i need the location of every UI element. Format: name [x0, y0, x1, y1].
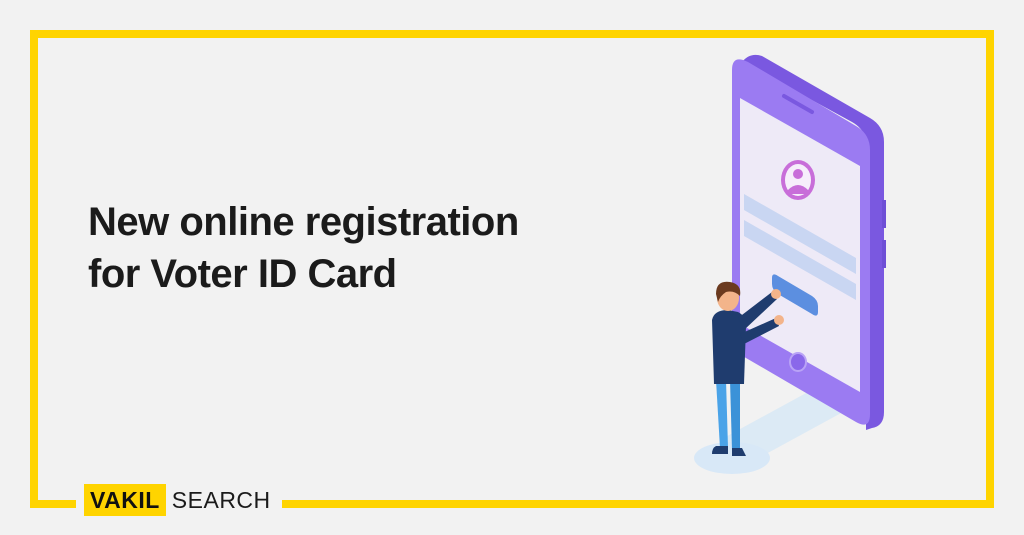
headline-line-2: for Voter ID Card — [88, 252, 397, 296]
logo-vakil: VAKIL — [84, 484, 166, 516]
vakilsearch-logo — [84, 484, 277, 516]
frame-left — [30, 30, 38, 508]
logo-search: SEARCH — [171, 487, 271, 513]
frame-bottom-left — [30, 500, 76, 508]
phone-registration-illustration — [680, 40, 920, 480]
headline-line-1: New online registration — [88, 200, 519, 244]
user-avatar-icon — [781, 160, 815, 200]
frame-bottom-right — [282, 500, 994, 508]
headline — [88, 196, 648, 300]
frame-top — [30, 30, 994, 38]
frame-right — [986, 30, 994, 508]
